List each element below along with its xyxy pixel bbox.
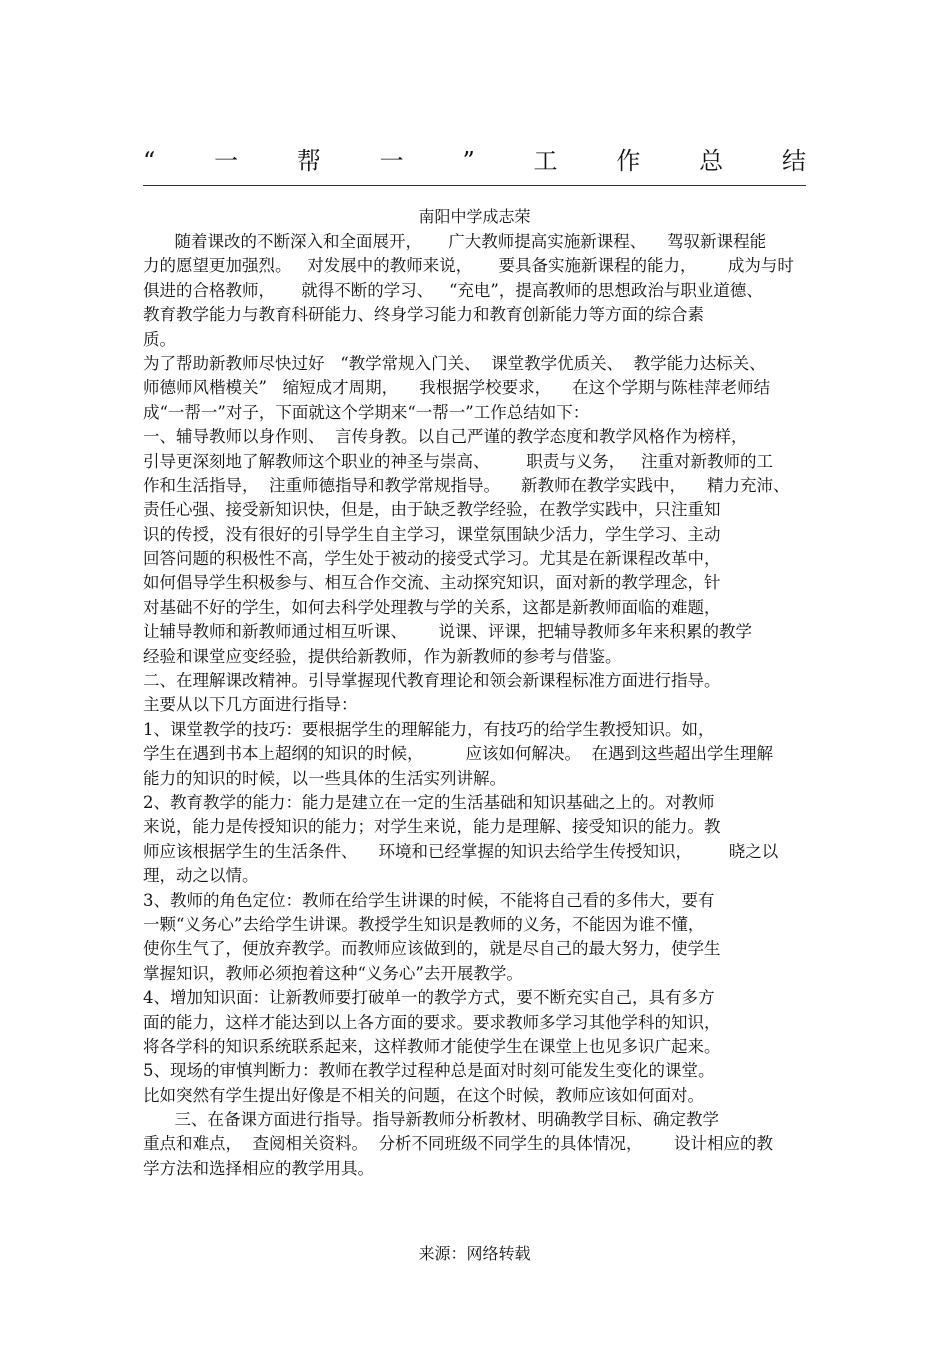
text-line: 二、在理解课改精神。引导掌握现代教育理论和领会新课程标准方面进行指导。 — [143, 671, 721, 691]
text-line: 1、课堂教学的技巧：要根据学生的理解能力，有技巧的给学生教授知识。如， — [143, 719, 715, 739]
text-line: 一、辅导教师以身作则、 言传身教。以自己严谨的教学态度和教学风格作为榜样， — [143, 427, 748, 447]
text-line: 质。 — [143, 329, 176, 349]
text-line: 面的能力，这样才能达到以上各方面的要求。要求教师多学习其他学科的知识， — [143, 1012, 721, 1032]
text-line: 能力的知识的时候，以一些具体的生活实列讲解。 — [143, 768, 506, 788]
text-line: 一颗“义务心”去给学生讲课。教授学生知识是教师的义务，不能因为谁不懂， — [143, 914, 705, 934]
title-divider — [143, 185, 806, 186]
title-char: 工 — [533, 147, 558, 175]
text-line: 经验和课堂应变经验，提供给新教师，作为新教师的参考与借鉴。 — [143, 646, 622, 666]
body-text — [143, 230, 823, 1181]
title-char: 一 — [379, 147, 404, 175]
text-line: 作和生活指导， 注重师德指导和教学常规指导。 新教师在教学实践中， 精力充沛、 — [143, 475, 790, 495]
text-line: 让辅导教师和新教师通过相互听课、 说课、评课，把辅导教师多年来积累的教学 — [143, 622, 752, 642]
text-line: 理，动之以情。 — [143, 866, 259, 886]
text-line: 比如突然有学生提出好像是不相关的问题，在这个时候，教师应该如何面对。 — [143, 1085, 704, 1105]
text-line: 随着课改的不断深入和全面展开， 广大教师提高实施新课程、 驾驭新课程能 — [143, 232, 767, 251]
text-line: 使你生气了，便放弃教学。而教师应该做到的，就是尽自己的最大努力，使学生 — [143, 939, 721, 959]
title-char: ” — [462, 147, 475, 175]
text-line: 2、教育教学的能力：能力是建立在一定的生活基础和知识基础之上的。对教师 — [143, 792, 715, 812]
text-line: 师应该根据学生的生活条件、 环境和已经掌握的知识去给学生传授知识， 晓之以 — [143, 841, 779, 861]
text-line: 来说，能力是传授知识的能力；对学生来说，能力是理解、接受知识的能力。教 — [143, 817, 721, 837]
text-line: 3、教师的角色定位：教师在给学生讲课的时候，不能将自己看的多伟大，要有 — [143, 890, 715, 910]
text-line: 力的愿望更加强烈。 对发展中的教师来说， 要具备实施新课程的能力， 成为与时 — [143, 256, 794, 276]
document-title — [143, 143, 806, 179]
title-char: 总 — [699, 147, 724, 175]
title-char: 结 — [781, 147, 806, 175]
text-line: 学生在遇到书本上超纲的知识的时候， 应该如何解决。 在遇到这些超出学生理解 — [143, 744, 773, 764]
text-line: 俱进的合格教师， 就得不断的学习、 “充电”，提高教师的思想政治与职业道德、 — [143, 280, 763, 300]
text-line: 教育教学能力与教育科研能力、终身学习能力和教育创新能力等方面的综合素 — [143, 305, 704, 325]
text-line: 如何倡导学生积极参与、相互合作交流、主动探究知识，面对新的教学理念，针 — [143, 573, 721, 593]
title-char: 作 — [616, 147, 641, 175]
title-char: 一 — [214, 147, 239, 175]
title-char: 帮 — [296, 147, 321, 175]
text-line: 将各学科的知识系统联系起来，这样教师才能使学生在课堂上也见多识广起来。 — [143, 1036, 721, 1056]
text-line: 重点和难点， 查阅相关资料。 分析不同班级不同学生的具体情况， 设计相应的教 — [143, 1134, 773, 1154]
source-note: 来源：网络转载 — [418, 1244, 531, 1263]
text-line: 对基础不好的学生，如何去科学处理教与学的关系，这都是新教师面临的难题， — [143, 597, 721, 617]
author-line: 南阳中学成志荣 — [418, 207, 531, 226]
text-line: 识的传授，没有很好的引导学生自主学习，课堂氛围缺少活力，学生学习、主动 — [143, 524, 721, 544]
text-line: 师德师风楷模关” 缩短成才周期， 我根据学校要求， 在这个学期与陈桂萍老师结 — [143, 378, 771, 398]
text-line: 掌握知识，教师必须抱着这种“义务心”去开展教学。 — [143, 963, 523, 983]
text-line: 5、现场的审慎判断力：教师在教学过程种总是面对时刻可能发生变化的课堂。 — [143, 1061, 715, 1081]
text-line: 责任心强、接受新知识快，但是，由于缺乏教学经验，在教学实践中，只注重知 — [143, 500, 721, 520]
text-line: 回答问题的积极性不高，学生处于被动的接受式学习。尤其是在新课程改革中， — [143, 549, 721, 569]
text-line: 4、增加知识面：让新教师要打破单一的教学方式，要不断充实自己，具有多方 — [143, 988, 715, 1008]
text-line: 主要从以下几方面进行指导： — [143, 695, 358, 715]
text-line: 为了帮助新教师尽快过好 “教学常规入门关、 课堂教学优质关、 教学能力达标关、 — [143, 353, 766, 373]
text-line: 引导更深刻地了解教师这个职业的神圣与崇高、 职责与义务， 注重对新教师的工 — [143, 451, 773, 471]
text-line: 三、在备课方面进行指导。指导新教师分析教材、明确教学目标、确定教学 — [143, 1110, 719, 1130]
text-line: 成“一帮一”对子，下面就这个学期来“一帮一”工作总结如下： — [143, 402, 590, 422]
title-char: “ — [143, 147, 156, 175]
text-line: 学方法和选择相应的教学用具。 — [143, 1158, 374, 1178]
